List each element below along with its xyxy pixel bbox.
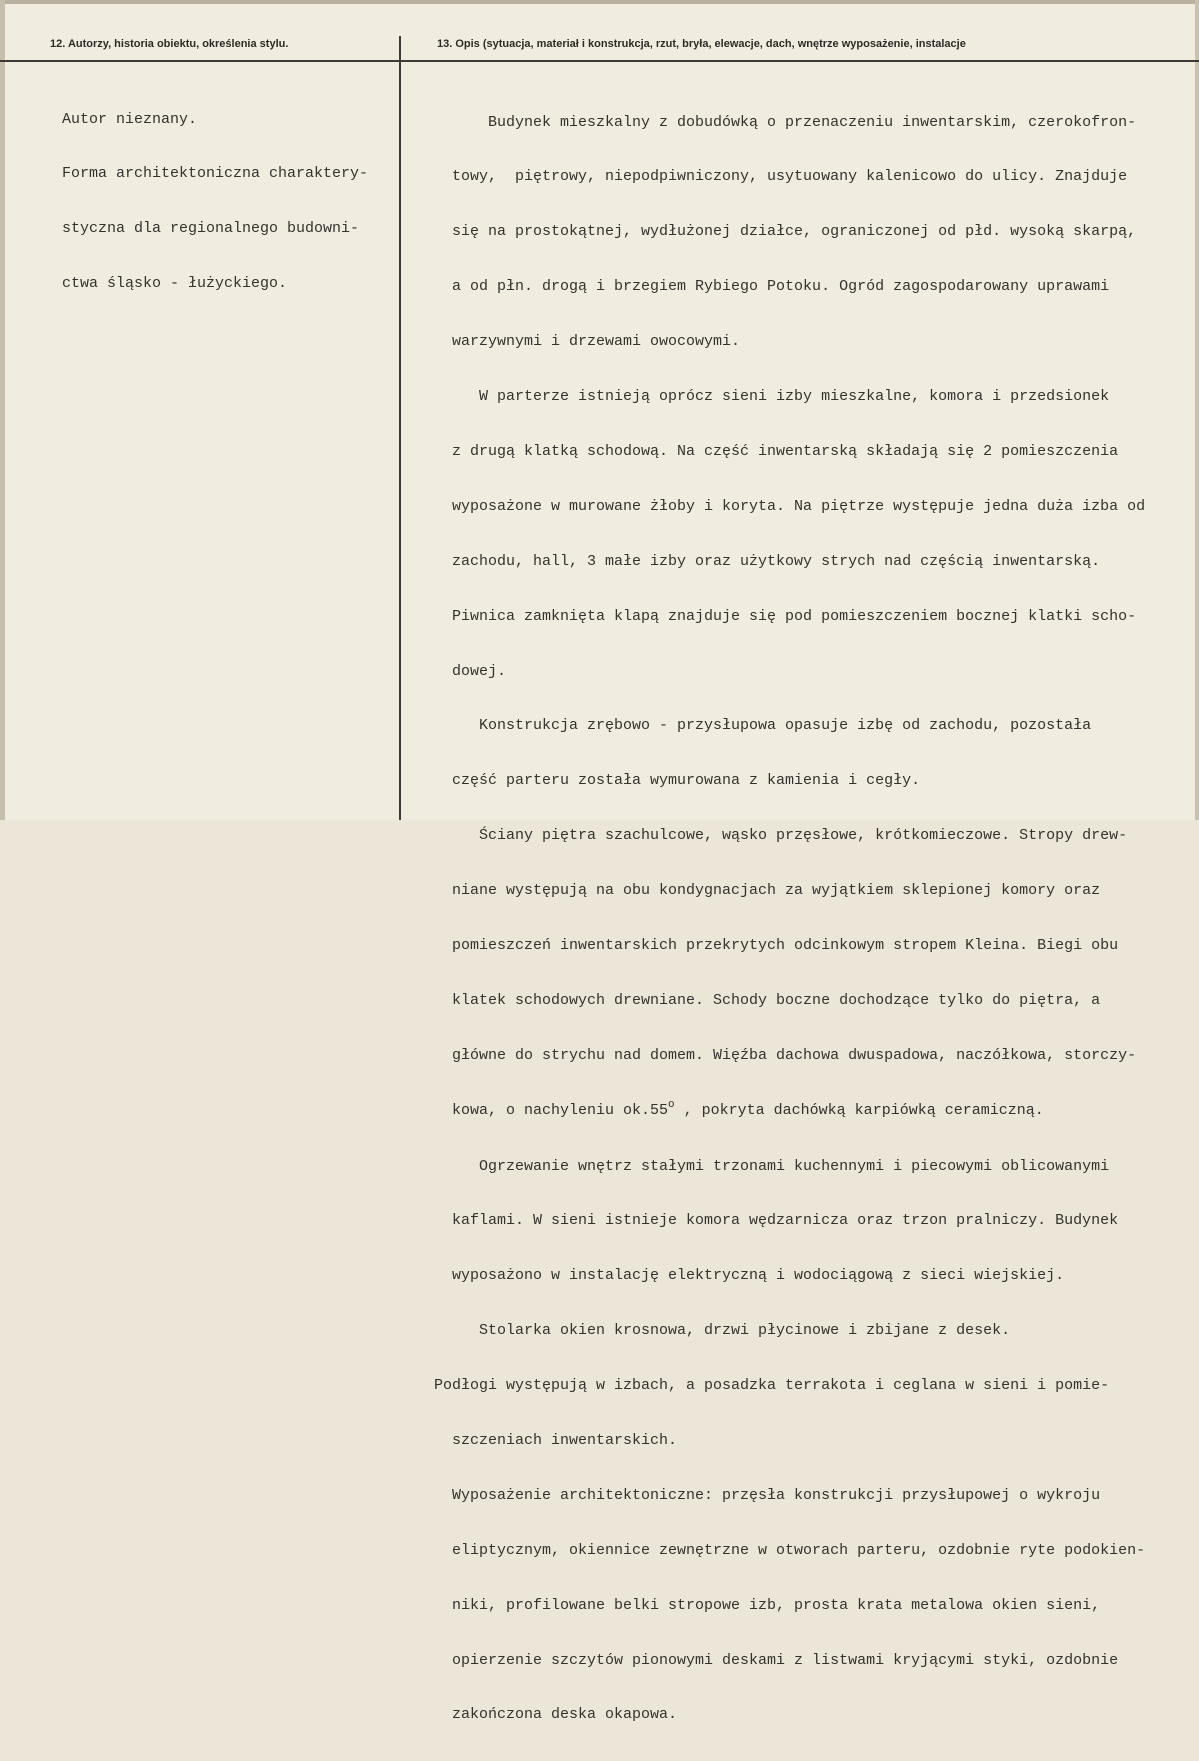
text-line: towy, piętrowy, niepodpiwniczony, usytuowany kalenicowo do ulicy. Znajduje — [434, 168, 1128, 186]
column-divider — [399, 36, 401, 820]
text-line: Ogrzewanie wnętrz stałymi trzonami kuchennymi i piecowymi oblicowanymi — [434, 1157, 1110, 1175]
text-line: niane występują na obu kondygnacjach za wyjątkiem sklepionej komory oraz — [434, 882, 1101, 900]
text-line-part: kowa, o nachyleniu ok.55 — [434, 1101, 669, 1119]
text-line: Konstrukcja zrębowo - przysłupowa opasuje izbę od zachodu, pozostała — [434, 717, 1092, 735]
text-line: wyposażono w instalację elektryczną i wodociągową z sieci wiejskiej. — [434, 1267, 1065, 1285]
text-line: a od płn. drogą i brzegiem Rybiego Potoku. Ogród zagospodarowany uprawami — [434, 278, 1110, 296]
header-rule — [0, 60, 1199, 62]
text-line: styczna dla regionalnego budowni- — [62, 220, 360, 238]
text-line: Piwnica zamknięta klapą znajduje się pod pomieszczeniem bocznej klatki scho- — [434, 607, 1137, 625]
text-line: Wyposażenie architektoniczne: przęsła konstrukcji przysłupowej o wykroju — [434, 1486, 1101, 1504]
text-line-roof-slope — [434, 1098, 1145, 1121]
text-line: Ściany piętra szachulcowe, wąsko przęsłowe, krótkomieczowe. Stropy drew- — [434, 827, 1128, 845]
section-12-heading: 12. Autorzy, historia obiektu, określenia stylu. — [50, 38, 289, 50]
description-text — [434, 77, 1145, 1761]
text-line: główne do strychu nad domem. Więźba dachowa dwuspadowa, naczółkowa, storczy- — [434, 1046, 1137, 1064]
text-line: z drugą klatką schodową. Na część inwentarską składają się 2 pomieszczenia — [434, 442, 1119, 460]
text-line: część parteru została wymurowana z kamienia i cegły. — [434, 772, 921, 790]
text-line: się na prostokątnej, wydłużonej działce, ograniczonej od płd. wysoką skarpą, — [434, 223, 1137, 241]
text-line: szczeniach inwentarskich. — [434, 1431, 678, 1449]
text-line: W parterze istnieją oprócz sieni izby mieszkalne, komora i przedsionek — [434, 388, 1110, 406]
authors-history-text — [62, 74, 368, 330]
text-line: zachodu, hall, 3 małe izby oraz użytkowy strych nad częścią inwentarską. — [434, 552, 1101, 570]
text-line: Budynek mieszkalny z dobudówką o przenaczeniu inwentarskim, czerokofron- — [434, 113, 1137, 131]
text-line: Stolarka okien krosnowa, drzwi płycinowe i zbijane z desek. — [434, 1322, 1011, 1340]
text-line: Podłogi występują w izbach, a posadzka terrakota i ceglana w sieni i pomie- — [434, 1377, 1110, 1395]
text-line: kaflami. W sieni istnieje komora wędzarnicza oraz trzon pralniczy. Budynek — [434, 1212, 1119, 1230]
text-line: dowej. — [434, 662, 507, 680]
text-line-part: , pokryta dachówką karpiówką ceramiczną. — [674, 1101, 1044, 1119]
page-edge-top — [0, 0, 1199, 4]
page-edge-left — [0, 0, 5, 820]
text-line: pomieszczeń inwentarskich przekrytych odcinkowym stropem Kleina. Biegi obu — [434, 936, 1119, 954]
text-line: Forma architektoniczna charaktery- — [62, 165, 369, 183]
text-line: zakończona deska okapowa. — [434, 1706, 678, 1724]
text-line: niki, profilowane belki stropowe izb, prosta krata metalowa okien sieni, — [434, 1596, 1101, 1614]
page-edge-right — [1195, 0, 1199, 820]
section-13-heading: 13. Opis (sytuacja, materiał i konstrukcja, rzut, bryła, elewacje, dach, wnętrze wyposażenie, instalacje — [437, 38, 966, 50]
text-line: ctwa śląsko - łużyckiego. — [62, 275, 288, 293]
degree-superscript: o — [668, 1098, 675, 1111]
text-line: eliptycznym, okiennice zewnętrzne w otworach parteru, ozdobnie ryte podokien- — [434, 1541, 1146, 1559]
text-line: warzywnymi i drzewami owocowymi. — [434, 333, 741, 351]
text-line: Autor nieznany. — [62, 110, 198, 128]
text-line: opierzenie szczytów pionowymi deskami z listwami kryjącymi styki, ozdobnie — [434, 1651, 1119, 1669]
text-line: wyposażone w murowane żłoby i koryta. Na piętrze występuje jedna duża izba od — [434, 497, 1146, 515]
text-line: klatek schodowych drewniane. Schody boczne dochodzące tylko do piętra, a — [434, 991, 1101, 1009]
